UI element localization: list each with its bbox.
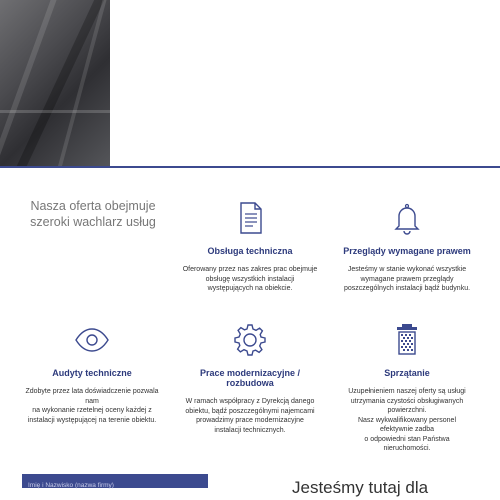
service-title: Obsługa techniczna bbox=[207, 246, 293, 256]
name-field-wrapper bbox=[22, 474, 208, 488]
document-icon bbox=[230, 198, 270, 238]
service-technical-audits bbox=[17, 320, 167, 425]
service-description: Oferowany przez nas zakres prac obejmuje obsługę wszystkich instalacji występujących na obiekcie. bbox=[182, 266, 318, 292]
service-technical-support bbox=[175, 198, 325, 294]
offer-intro-text: Nasza oferta obejmuje szeroki wachlarz usług bbox=[30, 199, 156, 229]
service-cleaning bbox=[332, 320, 482, 454]
service-description: Uzupełnieniem naszej oferty są usługi utrzymania czystości obsługiwanych powierzchni. Nasz wykwalifikowany personel efektywnie zadba o odpowiedni stan Państwa nieruchomości. bbox=[348, 388, 466, 452]
eye-icon bbox=[72, 320, 112, 360]
service-description: Zdobyte przez lata doświadczenie pozwala nam na wykonanie rzetelnej oceny każdej z instalacji występującej na terenie obiektu. bbox=[25, 388, 159, 424]
service-title: Audyty techniczne bbox=[52, 368, 132, 378]
hero-section bbox=[0, 0, 500, 168]
bell-icon bbox=[387, 198, 427, 238]
service-legal-inspections bbox=[332, 198, 482, 294]
service-description: Jesteśmy w stanie wykonać wszystkie wymagane prawem przeglądy poszczególnych instalacji bądź budynku. bbox=[343, 266, 471, 292]
service-title: Przeglądy wymagane prawem bbox=[343, 246, 471, 256]
hero-image bbox=[0, 0, 110, 168]
service-title: Prace modernizacyjne / rozbudowa bbox=[199, 368, 301, 388]
service-title: Sprzątanie bbox=[384, 368, 430, 378]
name-input[interactable] bbox=[22, 479, 208, 493]
contact-heading: Jesteśmy tutaj dla bbox=[292, 478, 429, 497]
gear-icon bbox=[230, 320, 270, 360]
service-description: W ramach współpracy z Dyrekcją danego obiektu, bądź poszczególnymi najemcami prowadzimy prace modernizacyjne instalacji technicznych. bbox=[185, 398, 315, 434]
hero-divider bbox=[0, 166, 500, 168]
trash-bin-icon bbox=[387, 320, 427, 360]
service-modernization bbox=[175, 320, 325, 435]
